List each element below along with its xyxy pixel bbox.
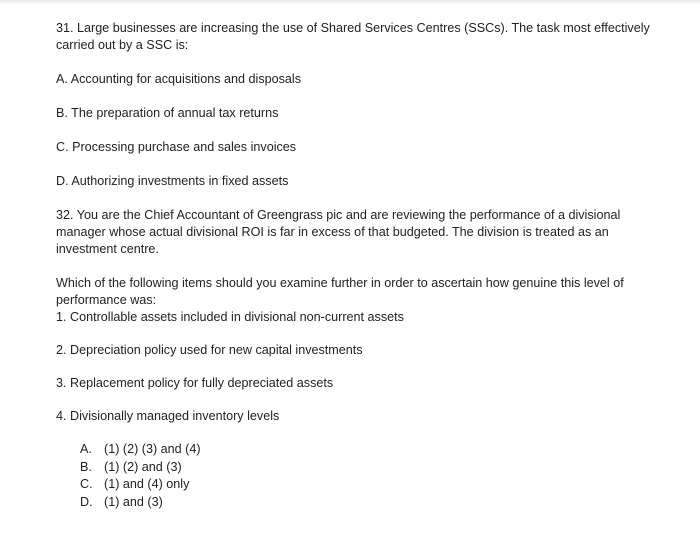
question-32-stem: 32. You are the Chief Accountant of Greengrass pic and are reviewing the performance of a divisional manager whose actual divisional ROI is far in excess of that budgeted. The division is treated as an investment centre. [56,208,621,256]
answer-letter: C. [80,477,93,491]
question-32-item-3: 3. Replacement policy for fully depreciated assets [56,376,334,390]
question-31-stem: 31. Large businesses are increasing the use of Shared Services Centres (SSCs). The task most effectively carried out by a SSC is: [56,21,650,52]
answer-letter: A. [80,442,92,456]
question-32-item-4: 4. Divisionally managed inventory levels [56,409,280,423]
question-32-answer-b [56,459,666,477]
question-32-prompt: Which of the following items should you examine further in order to ascertain how genuine this level of performance was: [56,276,624,307]
answer-letter: B. [80,459,92,474]
answer-text: (1) (2) (3) and (4) [104,442,201,456]
question-31-option-c: C. Processing purchase and sales invoices [56,140,297,154]
top-edge-shadow [0,0,700,5]
answer-letter: D. [80,494,93,509]
answer-text: (1) (2) and (3) [104,459,182,474]
question-31-option-a: A. Accounting for acquisitions and disposals [56,72,302,86]
question-32-answer-c [56,476,666,494]
document-body [56,20,666,511]
question-32-answer-a [56,441,666,459]
answer-text: (1) and (3) [104,494,163,509]
question-32-item-1: 1. Controllable assets included in divisional non-current assets [56,310,404,324]
question-32-answer-d [56,494,666,512]
question-31-option-b: B. The preparation of annual tax returns [56,106,279,120]
question-31-option-d: D. Authorizing investments in fixed assets [56,174,289,188]
question-32-answer-list [56,441,666,511]
question-32-item-2: 2. Depreciation policy used for new capital investments [56,343,363,357]
answer-text: (1) and (4) only [104,477,190,491]
